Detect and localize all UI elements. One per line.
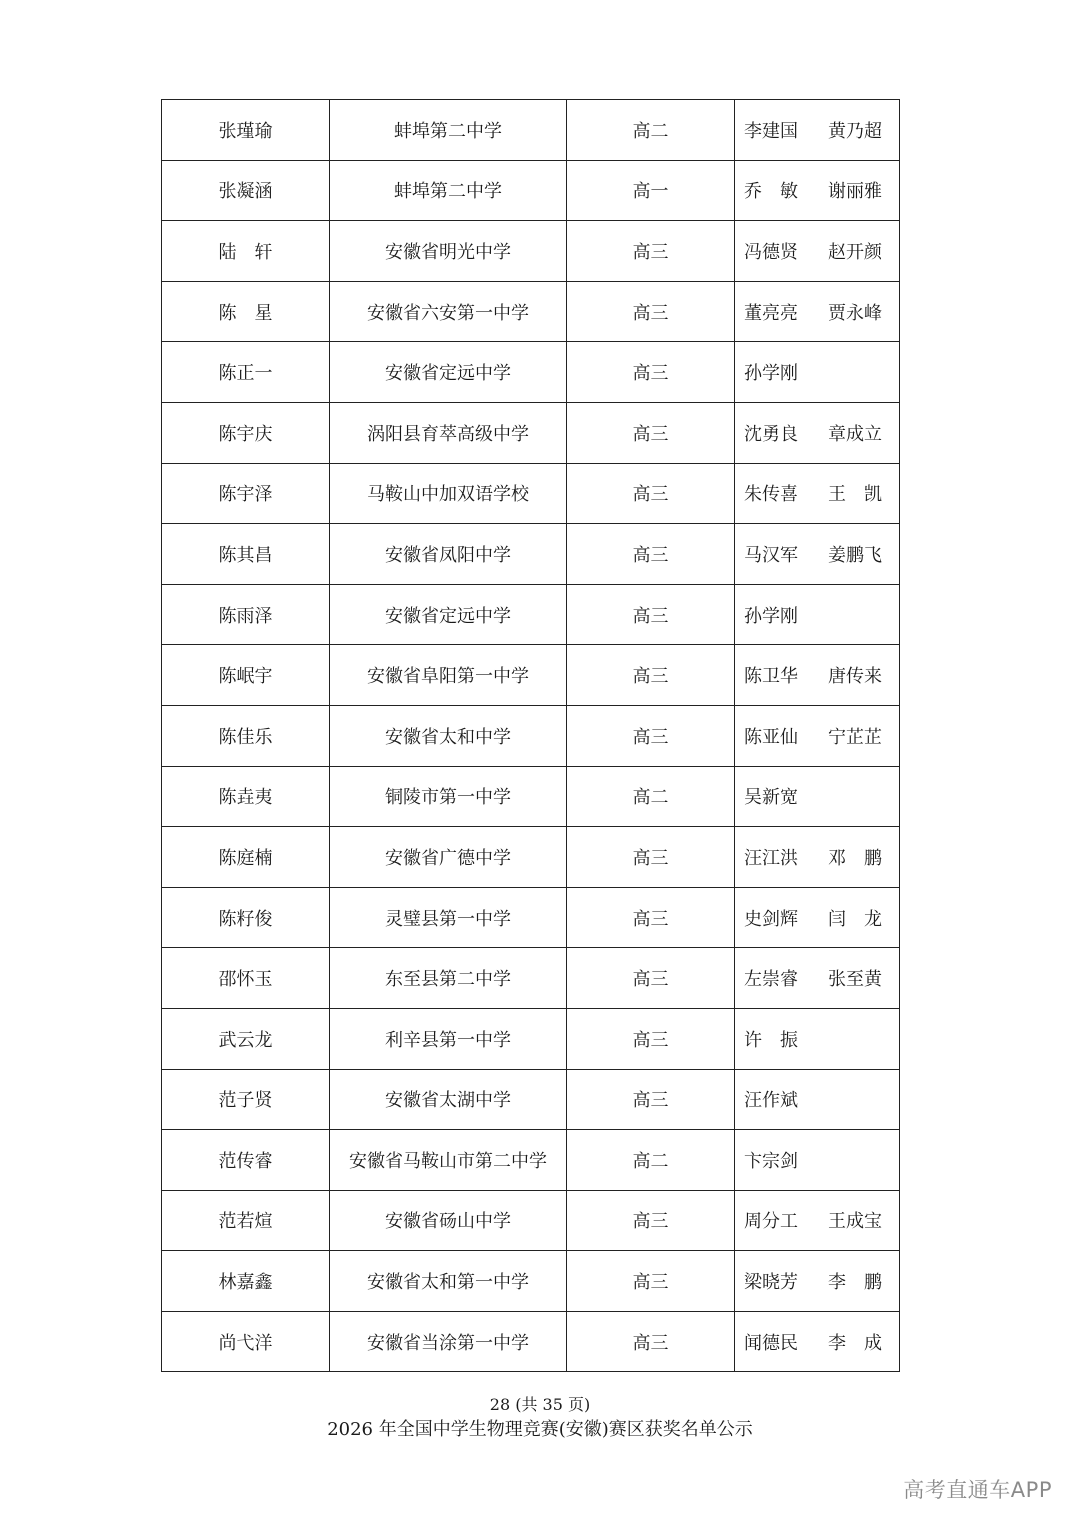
student-name-cell: 陈正一 bbox=[162, 342, 330, 403]
teacher-name-1: 陈亚仙 bbox=[744, 726, 798, 748]
student-name-cell: 尚弋洋 bbox=[162, 1311, 330, 1372]
teacher-name-2: 唐传来 bbox=[828, 666, 882, 688]
table-row bbox=[162, 402, 900, 463]
student-name-cell: 陈其昌 bbox=[162, 524, 330, 585]
table-row bbox=[162, 705, 900, 766]
table-row bbox=[162, 1008, 900, 1069]
award-list-table bbox=[161, 99, 900, 1372]
teacher-name-1: 吴新宽 bbox=[744, 787, 798, 809]
teacher-cell bbox=[735, 1311, 900, 1372]
teacher-name-1: 左崇睿 bbox=[744, 969, 798, 991]
teacher-name-2: 宁芷芷 bbox=[828, 726, 882, 748]
teacher-cell bbox=[735, 645, 900, 706]
grade-cell: 高三 bbox=[567, 645, 735, 706]
teacher-name-2: 赵开颜 bbox=[828, 241, 882, 263]
teacher-cell bbox=[735, 221, 900, 282]
school-cell: 安徽省阜阳第一中学 bbox=[330, 645, 567, 706]
teacher-cell bbox=[735, 1190, 900, 1251]
table-body bbox=[162, 100, 900, 1372]
student-name-cell: 陈宇庆 bbox=[162, 402, 330, 463]
teacher-cell bbox=[735, 584, 900, 645]
teacher-name-2: 姜鹏飞 bbox=[828, 544, 882, 566]
teacher-name-1: 周分工 bbox=[744, 1211, 798, 1233]
grade-cell: 高二 bbox=[567, 766, 735, 827]
teacher-name-2: 张至黄 bbox=[828, 969, 882, 991]
student-name-cell: 陈垚夷 bbox=[162, 766, 330, 827]
school-cell: 蚌埠第二中学 bbox=[330, 160, 567, 221]
table-row bbox=[162, 1069, 900, 1130]
table-row bbox=[162, 342, 900, 403]
teacher-cell bbox=[735, 705, 900, 766]
table-row bbox=[162, 827, 900, 888]
school-cell: 安徽省砀山中学 bbox=[330, 1190, 567, 1251]
student-name-cell: 陆 轩 bbox=[162, 221, 330, 282]
student-name-cell: 陈雨泽 bbox=[162, 584, 330, 645]
teacher-name-1: 董亮亮 bbox=[744, 302, 798, 324]
table-row bbox=[162, 281, 900, 342]
school-cell: 蚌埠第二中学 bbox=[330, 100, 567, 161]
school-cell: 安徽省太和第一中学 bbox=[330, 1251, 567, 1312]
grade-cell: 高三 bbox=[567, 524, 735, 585]
student-name-cell: 邵怀玉 bbox=[162, 948, 330, 1009]
grade-cell: 高三 bbox=[567, 402, 735, 463]
teacher-name-2: 李 鹏 bbox=[828, 1272, 882, 1294]
teacher-name-1: 梁晓芳 bbox=[744, 1272, 798, 1294]
table-row bbox=[162, 524, 900, 585]
teacher-name-1: 孙学刚 bbox=[744, 363, 798, 385]
teacher-name-1: 沈勇良 bbox=[744, 423, 798, 445]
grade-cell: 高二 bbox=[567, 1130, 735, 1191]
school-cell: 安徽省定远中学 bbox=[330, 584, 567, 645]
teacher-name-1: 汪作斌 bbox=[744, 1090, 798, 1112]
teacher-cell bbox=[735, 524, 900, 585]
grade-cell: 高三 bbox=[567, 1069, 735, 1130]
grade-cell: 高三 bbox=[567, 584, 735, 645]
teacher-cell bbox=[735, 948, 900, 1009]
student-name-cell: 陈籽俊 bbox=[162, 887, 330, 948]
teacher-cell bbox=[735, 1251, 900, 1312]
table-row bbox=[162, 1130, 900, 1191]
student-name-cell: 范传睿 bbox=[162, 1130, 330, 1191]
student-name-cell: 范若煊 bbox=[162, 1190, 330, 1251]
school-cell: 灵璧县第一中学 bbox=[330, 887, 567, 948]
teacher-name-1: 汪江洪 bbox=[744, 847, 798, 869]
school-cell: 马鞍山中加双语学校 bbox=[330, 463, 567, 524]
teacher-cell bbox=[735, 1069, 900, 1130]
teacher-cell bbox=[735, 402, 900, 463]
school-cell: 安徽省六安第一中学 bbox=[330, 281, 567, 342]
teacher-cell bbox=[735, 463, 900, 524]
teacher-name-1: 乔 敏 bbox=[744, 181, 798, 203]
teacher-name-2: 贾永峰 bbox=[828, 302, 882, 324]
table-row bbox=[162, 766, 900, 827]
document-title: 2026 年全国中学生物理竞赛(安徽)赛区获奖名单公示 bbox=[327, 1419, 753, 1440]
table-row bbox=[162, 100, 900, 161]
school-cell: 涡阳县育萃高级中学 bbox=[330, 402, 567, 463]
grade-cell: 高三 bbox=[567, 342, 735, 403]
teacher-name-1: 闻德民 bbox=[744, 1332, 798, 1354]
school-cell: 安徽省广德中学 bbox=[330, 827, 567, 888]
table-row bbox=[162, 160, 900, 221]
student-name-cell: 武云龙 bbox=[162, 1008, 330, 1069]
student-name-cell: 陈 星 bbox=[162, 281, 330, 342]
grade-cell: 高三 bbox=[567, 948, 735, 1009]
grade-cell: 高三 bbox=[567, 827, 735, 888]
grade-cell: 高三 bbox=[567, 1008, 735, 1069]
grade-cell: 高三 bbox=[567, 1311, 735, 1372]
teacher-cell bbox=[735, 766, 900, 827]
teacher-name-1: 孙学刚 bbox=[744, 605, 798, 627]
watermark-logo-text: 高考直通车APP bbox=[903, 1478, 1052, 1502]
school-cell: 安徽省太湖中学 bbox=[330, 1069, 567, 1130]
teacher-cell bbox=[735, 342, 900, 403]
school-cell: 利辛县第一中学 bbox=[330, 1008, 567, 1069]
teacher-name-2: 闫 龙 bbox=[828, 908, 882, 930]
grade-cell: 高三 bbox=[567, 281, 735, 342]
school-cell: 铜陵市第一中学 bbox=[330, 766, 567, 827]
table-row bbox=[162, 645, 900, 706]
teacher-name-2: 章成立 bbox=[828, 423, 882, 445]
student-name-cell: 陈佳乐 bbox=[162, 705, 330, 766]
table-row bbox=[162, 948, 900, 1009]
teacher-cell bbox=[735, 887, 900, 948]
school-cell: 安徽省当涂第一中学 bbox=[330, 1311, 567, 1372]
teacher-name-1: 马汉军 bbox=[744, 544, 798, 566]
teacher-cell bbox=[735, 100, 900, 161]
teacher-cell bbox=[735, 160, 900, 221]
student-name-cell: 陈岷宇 bbox=[162, 645, 330, 706]
teacher-name-1: 朱传喜 bbox=[744, 484, 798, 506]
teacher-name-1: 冯德贤 bbox=[744, 241, 798, 263]
table-row bbox=[162, 1311, 900, 1372]
student-name-cell: 张凝涵 bbox=[162, 160, 330, 221]
teacher-name-1: 卞宗剑 bbox=[744, 1150, 798, 1172]
grade-cell: 高三 bbox=[567, 887, 735, 948]
teacher-name-1: 李建国 bbox=[744, 120, 798, 142]
teacher-name-1: 许 振 bbox=[744, 1029, 798, 1051]
teacher-name-2: 邓 鹏 bbox=[828, 847, 882, 869]
grade-cell: 高三 bbox=[567, 705, 735, 766]
grade-cell: 高三 bbox=[567, 1251, 735, 1312]
teacher-name-2: 李 成 bbox=[828, 1332, 882, 1354]
teacher-name-1: 陈卫华 bbox=[744, 666, 798, 688]
teacher-name-1: 史剑辉 bbox=[744, 908, 798, 930]
table-row bbox=[162, 1251, 900, 1312]
teacher-cell bbox=[735, 1008, 900, 1069]
table-row bbox=[162, 463, 900, 524]
grade-cell: 高三 bbox=[567, 1190, 735, 1251]
student-name-cell: 陈宇泽 bbox=[162, 463, 330, 524]
school-cell: 安徽省凤阳中学 bbox=[330, 524, 567, 585]
table-row bbox=[162, 584, 900, 645]
grade-cell: 高二 bbox=[567, 100, 735, 161]
grade-cell: 高三 bbox=[567, 221, 735, 282]
school-cell: 安徽省定远中学 bbox=[330, 342, 567, 403]
student-name-cell: 陈庭楠 bbox=[162, 827, 330, 888]
teacher-name-2: 王成宝 bbox=[828, 1211, 882, 1233]
school-cell: 安徽省明光中学 bbox=[330, 221, 567, 282]
school-cell: 东至县第二中学 bbox=[330, 948, 567, 1009]
school-cell: 安徽省太和中学 bbox=[330, 705, 567, 766]
teacher-name-2: 谢丽雅 bbox=[828, 181, 882, 203]
student-name-cell: 张瑾瑜 bbox=[162, 100, 330, 161]
teacher-name-2: 王 凯 bbox=[828, 484, 882, 506]
teacher-cell bbox=[735, 827, 900, 888]
table-row bbox=[162, 887, 900, 948]
page-number: 28 (共 35 页) bbox=[489, 1395, 591, 1414]
table-row bbox=[162, 1190, 900, 1251]
grade-cell: 高一 bbox=[567, 160, 735, 221]
table-row bbox=[162, 221, 900, 282]
teacher-cell bbox=[735, 1130, 900, 1191]
grade-cell: 高三 bbox=[567, 463, 735, 524]
teacher-cell bbox=[735, 281, 900, 342]
student-name-cell: 林嘉鑫 bbox=[162, 1251, 330, 1312]
teacher-name-2: 黄乃超 bbox=[828, 120, 882, 142]
student-name-cell: 范子贤 bbox=[162, 1069, 330, 1130]
school-cell: 安徽省马鞍山市第二中学 bbox=[330, 1130, 567, 1191]
